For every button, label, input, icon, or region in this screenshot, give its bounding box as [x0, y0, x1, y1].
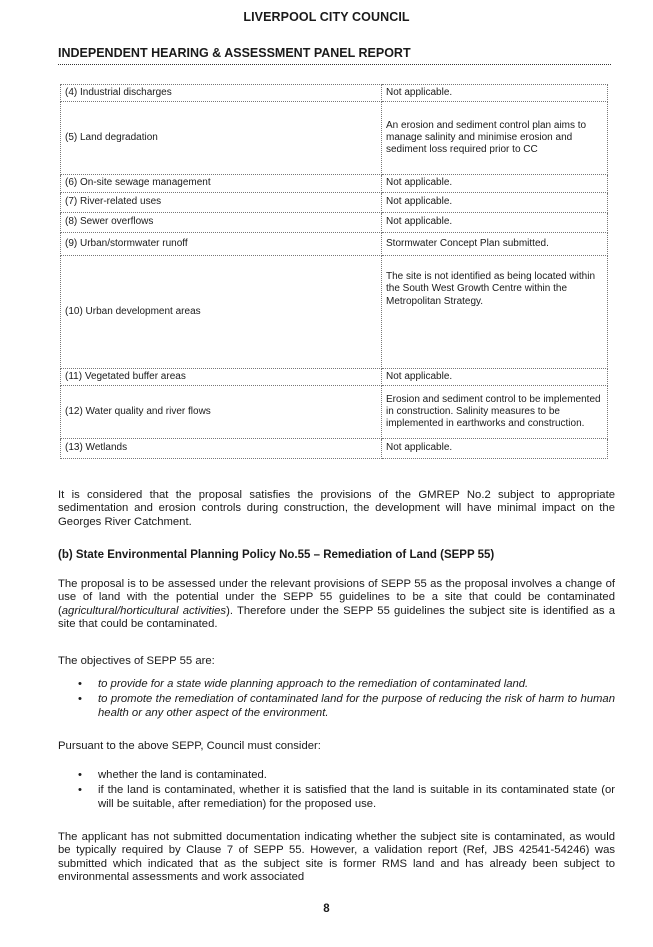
- list-item-text: to provide for a state wide planning approach to the remediation of contaminated land.: [98, 678, 529, 690]
- table-cell-response: Not applicable.: [382, 193, 608, 213]
- table-cell-response: Erosion and sediment control to be implemented in construction. Salinity measures to be implemented in earthworks and construction.: [382, 386, 608, 439]
- table-cell-response: An erosion and sediment control plan aims to manage salinity and minimise erosion and sediment loss required prior to CC: [382, 102, 608, 175]
- sepp55-assessment-paragraph: [58, 578, 615, 631]
- list-item-text: to promote the remediation of contaminated land for the purpose of reducing the risk of harm to human health or any other aspect of the environment.: [98, 693, 615, 719]
- applicant-documentation-paragraph: The applicant has not submitted documentation indicating whether the subject site is contaminated, as would be typically required by Clause 7 of SEPP 55. However, a validation report (Ref, JBS 42541-54246) was submitted which indicated that as the subject site is former RMS land and has already been subject to environmental assessments and work associated: [58, 831, 615, 883]
- gmrep-conclusion-paragraph: It is considered that the proposal satisfies the provisions of the GMREP No.2 subject to appropriate sedimentation and erosion controls during construction, the development will have minimal impact on the Georges River Catchment.: [58, 489, 615, 528]
- list-item-text: if the land is contaminated, whether it is satisfied that the land is suitable in its contaminated state (or will be suitable, after remediation) for the proposed use.: [98, 784, 615, 810]
- table-cell-response: Not applicable.: [382, 85, 608, 102]
- table-row: [61, 175, 608, 193]
- assessment-table: [60, 84, 608, 459]
- table-cell-item: (8) Sewer overflows: [61, 213, 382, 233]
- table-cell-item: (13) Wetlands: [61, 439, 382, 459]
- bullet-icon: •: [78, 784, 82, 797]
- page-number: 8: [323, 903, 330, 915]
- council-title: LIVERPOOL CITY COUNCIL: [243, 10, 410, 24]
- considerations-list: [58, 769, 615, 813]
- table-cell-response: Not applicable.: [382, 175, 608, 193]
- paragraph-text: The proposal is to be assessed under the relevant provisions of SEPP 55 as the proposal involves a change of use of land with the potential under the SEPP 55 guidelines to be a site that could be contaminated (: [58, 578, 615, 617]
- table-cell-response: Stormwater Concept Plan submitted.: [382, 233, 608, 256]
- table-cell-response: Not applicable.: [382, 213, 608, 233]
- list-item: [58, 693, 615, 720]
- table-cell-item: (9) Urban/stormwater runoff: [61, 233, 382, 256]
- table-cell-item: (11) Vegetated buffer areas: [61, 369, 382, 386]
- table-cell-response: The site is not identified as being located within the South West Growth Centre within the Metropolitan Strategy.: [382, 256, 608, 369]
- consider-intro: Pursuant to the above SEPP, Council must consider:: [58, 740, 321, 752]
- table-cell-item: (12) Water quality and river flows: [61, 386, 382, 439]
- table-cell-item: (4) Industrial discharges: [61, 85, 382, 102]
- bullet-icon: •: [78, 769, 82, 781]
- table-row: [61, 256, 608, 369]
- paragraph-text: ). Therefore under the SEPP 55 guidelines the subject site is identified as a site that could be contaminated.: [58, 604, 615, 630]
- table-row: [61, 193, 608, 213]
- bullet-icon: •: [78, 693, 82, 706]
- table-cell-item: (5) Land degradation: [61, 102, 382, 175]
- table-cell-response: Not applicable.: [382, 439, 608, 459]
- table-cell-item: (6) On-site sewage management: [61, 175, 382, 193]
- paragraph-italic-text: agricultural/horticultural activities: [61, 604, 227, 617]
- list-item: [58, 784, 615, 811]
- bullet-icon: •: [78, 678, 82, 690]
- table-row: [61, 439, 608, 459]
- list-item-text: whether the land is contaminated.: [98, 769, 267, 781]
- table-cell-item: (10) Urban development areas: [61, 256, 382, 369]
- table-row: [61, 386, 608, 439]
- table-row: [61, 102, 608, 175]
- objectives-intro: The objectives of SEPP 55 are:: [58, 655, 215, 667]
- section-heading-sepp55: (b) State Environmental Planning Policy No.55 – Remediation of Land (SEPP 55): [58, 549, 495, 561]
- report-title: INDEPENDENT HEARING & ASSESSMENT PANEL REPORT: [58, 46, 411, 60]
- list-item: [58, 769, 615, 782]
- table-row: [61, 213, 608, 233]
- table-cell-item: (7) River-related uses: [61, 193, 382, 213]
- table-row: [61, 85, 608, 102]
- table-row: [61, 369, 608, 386]
- table-row: [61, 233, 608, 256]
- list-item: [58, 678, 615, 691]
- objectives-list: [58, 678, 615, 722]
- table-cell-response: Not applicable.: [382, 369, 608, 386]
- header-divider: [58, 64, 611, 65]
